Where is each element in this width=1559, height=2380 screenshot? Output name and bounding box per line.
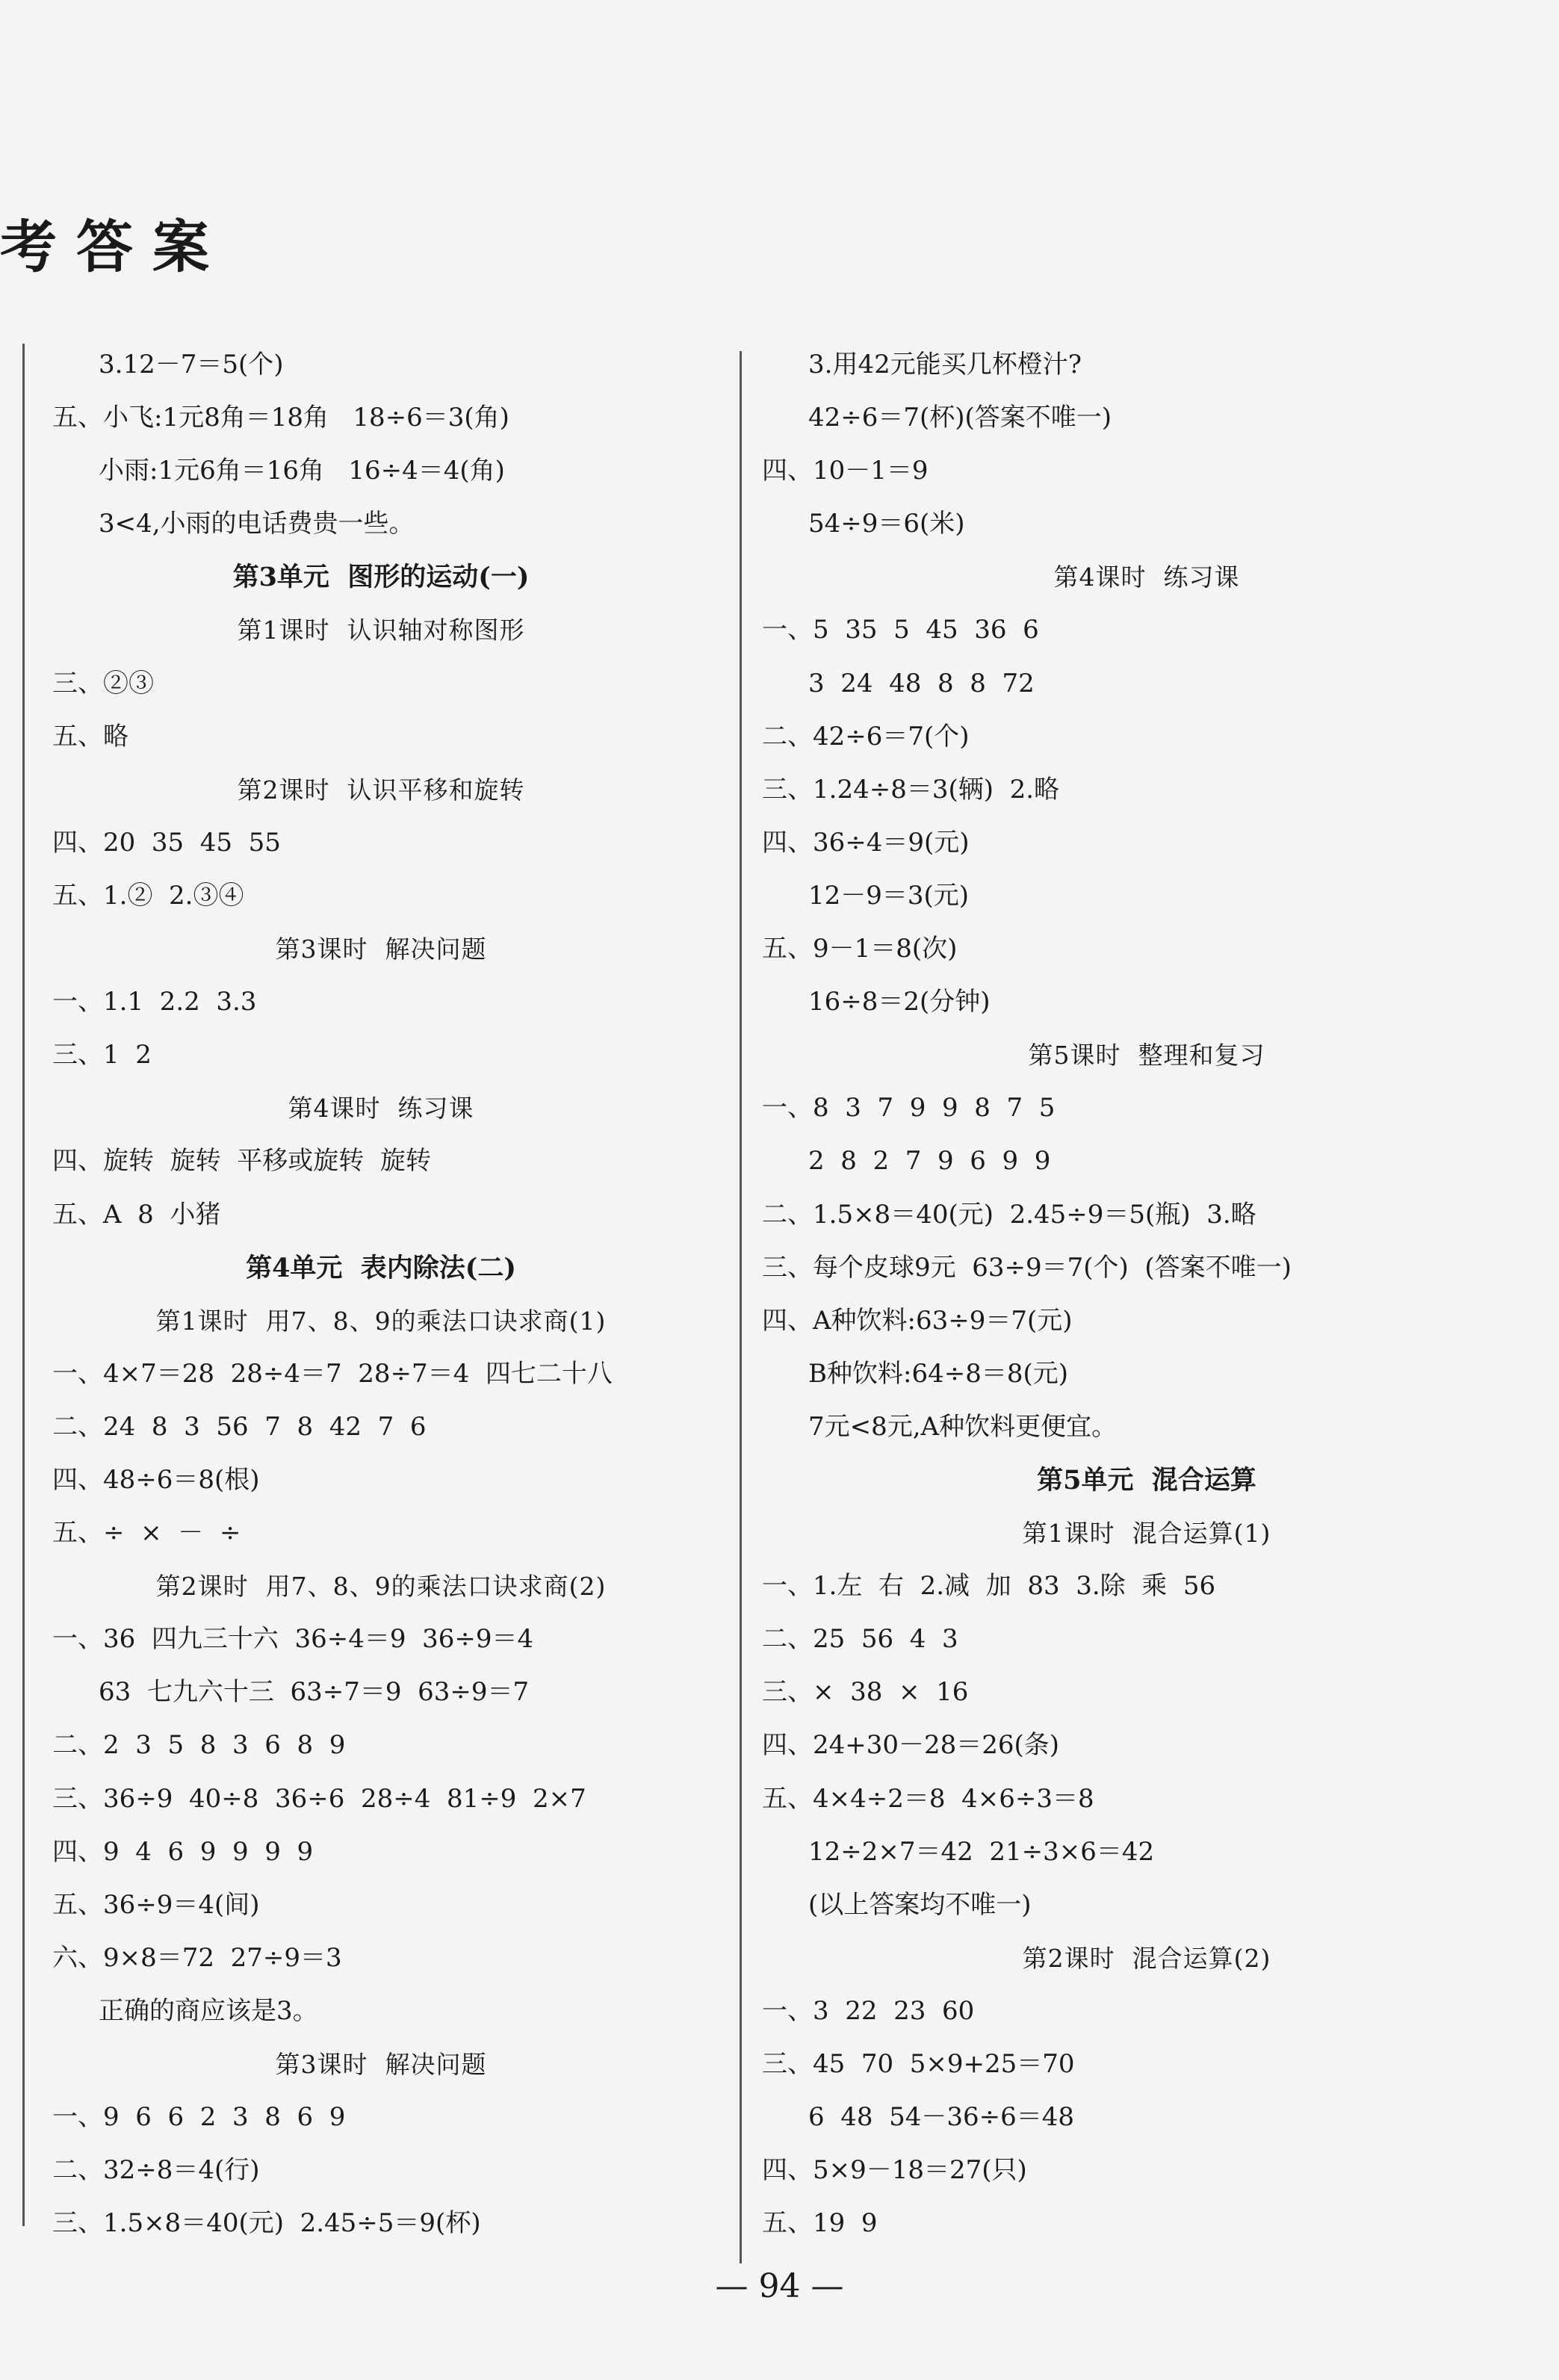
answer-line: 三、36÷9 40÷8 36÷6 28÷4 81÷9 2×7 (52, 1783, 586, 1814)
answer-line-continued: 2 8 2 7 9 6 9 9 (808, 1146, 1051, 1177)
answer-line: 二、2 3 5 8 3 6 8 9 (52, 1730, 346, 1761)
answer-line: 一、4×7＝28 28÷4＝7 28÷7＝4 四七二十八 (52, 1358, 613, 1389)
answer-line: 一、3 22 23 60 (762, 1995, 975, 2026)
answer-line: 四、24+30－28＝26(条) (762, 1730, 1060, 1761)
answer-line: 三、1.5×8＝40(元) 2.45÷5＝9(杯) (52, 2208, 481, 2239)
lesson-heading: 第1课时 认识轴对称图形 (237, 616, 525, 645)
answer-line: 二、25 56 4 3 (762, 1624, 958, 1655)
answer-line: 二、32÷8＝4(行) (52, 2155, 260, 2186)
column-divider (740, 351, 742, 2263)
left-margin-rule (22, 344, 25, 2226)
answer-line: 一、1.1 2.2 3.3 (52, 987, 257, 1017)
unit-heading: 第5单元 混合运算 (1037, 1464, 1256, 1496)
answer-line: 四、A种饮料:63÷9＝7(元) (762, 1305, 1073, 1336)
answer-line: 三、②③ (52, 668, 154, 698)
answer-line-continued: 正确的商应该是3。 (99, 1995, 318, 2026)
lesson-heading: 第2课时 认识平移和旋转 (237, 775, 525, 805)
answer-line: 六、9×8＝72 27÷9＝3 (52, 1942, 342, 1973)
answer-line: 五、小飞:1元8角＝18角 18÷6＝3(角) (52, 403, 509, 433)
answer-line: 三、× 38 × 16 (762, 1677, 969, 1708)
answer-line-continued: B种饮料:64÷8＝8(元) (808, 1358, 1068, 1389)
answer-line: 一、5 35 5 45 36 6 (762, 615, 1039, 645)
answer-line-continued: 16÷8＝2(分钟) (808, 987, 991, 1017)
answer-line: 二、24 8 3 56 7 8 42 7 6 (52, 1411, 427, 1442)
answer-line-continued: 3 24 48 8 8 72 (808, 668, 1035, 698)
answer-line: 四、9 4 6 9 9 9 9 (52, 1836, 314, 1867)
answer-line: 一、9 6 6 2 3 8 6 9 (52, 2102, 346, 2133)
answer-line-continued: 6 48 54－36÷6＝48 (808, 2102, 1075, 2133)
answer-line-continued: 小雨:1元6角＝16角 16÷4＝4(角) (99, 456, 505, 486)
answer-line-continued: 54÷9＝6(米) (808, 509, 965, 539)
answer-line: 一、1.左 右 2.减 加 83 3.除 乘 56 (762, 1571, 1216, 1602)
left-column (52, 338, 710, 2250)
answer-line-continued: 63 七九六十三 63÷7＝9 63÷9＝7 (99, 1677, 530, 1708)
lesson-heading: 第4课时 练习课 (288, 1094, 474, 1124)
answer-line: 三、1 2 (52, 1040, 152, 1070)
answer-line: 二、1.5×8＝40(元) 2.45÷9＝5(瓶) 3.略 (762, 1199, 1256, 1230)
answer-line: 四、48÷6＝8(根) (52, 1464, 260, 1495)
page-number: — 94 — (715, 2267, 844, 2305)
answer-line: 五、A 8 小猪 (52, 1199, 221, 1230)
lesson-heading: 第1课时 用7、8、9的乘法口诀求商(1) (155, 1306, 607, 1336)
answer-line: 五、4×4÷2＝8 4×6÷3＝8 (762, 1783, 1094, 1814)
lesson-heading: 第3课时 解决问题 (275, 935, 487, 964)
answer-line: 三、45 70 5×9+25＝70 (762, 2049, 1075, 2079)
lesson-heading: 第2课时 混合运算(2) (1022, 1943, 1271, 1973)
answer-line: 四、5×9－18＝27(只) (762, 2155, 1027, 2186)
answer-line: 一、8 3 7 9 9 8 7 5 (762, 1093, 1056, 1124)
answer-line: 五、19 9 (762, 2208, 878, 2239)
answer-line-continued: 7元<8元,A种饮料更便宜。 (808, 1411, 1118, 1442)
answer-line-continued: 3.用42元能买几杯橙汁? (808, 350, 1082, 379)
answer-line-continued: 12÷2×7＝42 21÷3×6＝42 (808, 1836, 1155, 1867)
answer-line: 三、每个皮球9元 63÷9＝7(个) (答案不唯一) (762, 1252, 1292, 1283)
page-title: 考答案 (0, 214, 229, 280)
unit-heading: 第3单元 图形的运动(一) (232, 562, 530, 593)
answer-line: 二、42÷6＝7(个) (762, 721, 970, 752)
lesson-heading: 第4课时 练习课 (1053, 563, 1240, 592)
lesson-heading: 第2课时 用7、8、9的乘法口诀求商(2) (155, 1572, 607, 1602)
answer-line: 四、20 35 45 55 (52, 827, 281, 858)
answer-line: 五、÷ × － ÷ (52, 1518, 241, 1549)
answer-line: 五、略 (52, 721, 128, 752)
answer-line: 五、1.② 2.③④ (52, 880, 244, 911)
answer-line: 四、36÷4＝9(元) (762, 827, 970, 858)
right-column (762, 338, 1531, 2250)
unit-heading: 第4单元 表内除法(二) (246, 1252, 516, 1283)
answer-line: 四、旋转 旋转 平移或旋转 旋转 (52, 1146, 431, 1177)
lesson-heading: 第1课时 混合运算(1) (1022, 1519, 1271, 1549)
lesson-heading: 第3课时 解决问题 (275, 2050, 487, 2079)
answer-line-continued: (以上答案均不唯一) (808, 1889, 1032, 1920)
answer-line: 五、36÷9＝4(间) (52, 1889, 260, 1920)
answer-line-continued: 42÷6＝7(杯)(答案不唯一) (808, 403, 1112, 433)
answer-line: 一、36 四九三十六 36÷4＝9 36÷9＝4 (52, 1624, 534, 1655)
answer-line: 五、9－1＝8(次) (762, 934, 958, 964)
answer-line: 四、10－1＝9 (762, 456, 929, 486)
answer-line-continued: 3.12－7＝5(个) (99, 350, 284, 379)
answer-line: 三、1.24÷8＝3(辆) 2.略 (762, 774, 1060, 805)
lesson-heading: 第5课时 整理和复习 (1028, 1041, 1265, 1070)
answer-line-continued: 3<4,小雨的电话费贵一些。 (99, 509, 415, 539)
answer-line-continued: 12－9＝3(元) (808, 880, 970, 911)
